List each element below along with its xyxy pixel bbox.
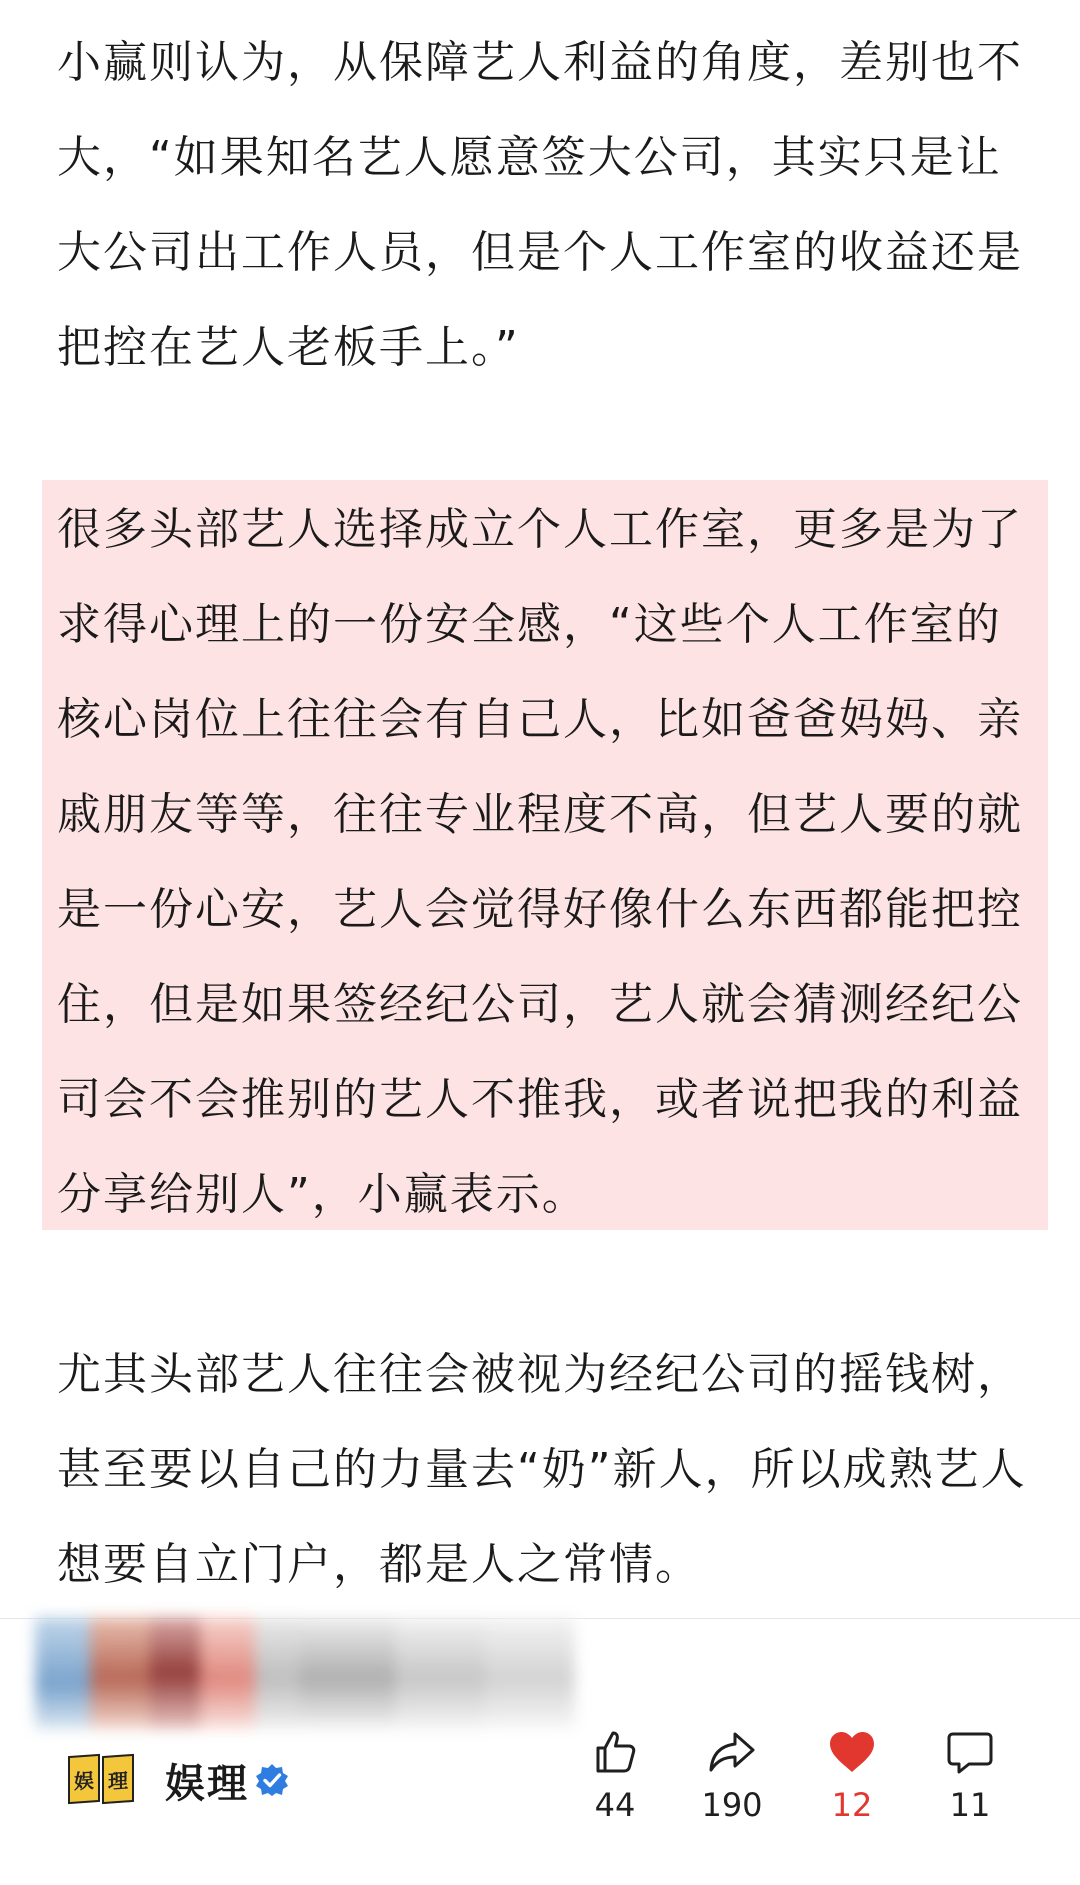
heart-icon — [826, 1728, 878, 1776]
text-line: 分享给别人”，小赢表示。 — [57, 1169, 588, 1220]
text-line: 很多头部艺人选择成立个人工作室，更多是为了 — [57, 504, 1023, 555]
text-line: 甚至要以自己的力量去“奶”新人，所以成熟艺人 — [57, 1444, 1027, 1495]
share-arrow-icon — [707, 1728, 757, 1776]
text-line: 想要自立门户，都是人之常情。 — [57, 1539, 701, 1590]
text-line: 是一份心安，艺人会觉得好像什么东西都能把控 — [57, 884, 1023, 935]
text-line: 求得心理上的一份安全感，“这些个人工作室的 — [57, 599, 1002, 650]
text-line: 大公司出工作人员，但是个人工作室的收益还是 — [57, 227, 1023, 278]
share-count: 190 — [701, 1786, 763, 1824]
thumbs-up-icon — [591, 1728, 639, 1776]
text-line: 小赢则认为，从保障艺人利益的角度，差别也不 — [57, 37, 1023, 88]
share-button[interactable] — [677, 1728, 787, 1824]
paragraph-2-highlighted — [57, 482, 1023, 1242]
comment-count: 11 — [949, 1786, 991, 1824]
like-button[interactable] — [560, 1728, 670, 1824]
comment-button[interactable] — [915, 1728, 1025, 1824]
comment-bubble-icon — [945, 1728, 995, 1776]
text-line: 大，“如果知名艺人愿意签大公司，其实只是让 — [57, 132, 1002, 183]
verified-badge-icon — [255, 1763, 289, 1797]
text-line: 司会不会推别的艺人不推我，或者说把我的利益 — [57, 1074, 1023, 1125]
logo-tile: 理 — [102, 1754, 134, 1804]
text-line: 核心岗位上往往会有自己人，比如爸爸妈妈、亲 — [57, 694, 1023, 745]
account-logo[interactable] — [68, 1755, 134, 1807]
text-line: 住，但是如果签经纪公司，艺人就会猜测经纪公 — [57, 979, 1023, 1030]
text-line: 把控在艺人老板手上。” — [57, 322, 520, 373]
logo-tile: 娱 — [68, 1754, 100, 1804]
account-name[interactable]: 娱理 — [165, 1761, 249, 1807]
paragraph-1 — [57, 15, 1023, 395]
heart-button[interactable] — [797, 1728, 907, 1824]
like-count: 44 — [594, 1786, 636, 1824]
blurred-image-strip — [35, 1617, 575, 1729]
text-line: 尤其头部艺人往往会被视为经纪公司的摇钱树， — [57, 1349, 1023, 1400]
paragraph-3 — [57, 1327, 1027, 1612]
heart-count: 12 — [831, 1786, 873, 1824]
text-line: 戚朋友等等，往往专业程度不高，但艺人要的就 — [57, 789, 1023, 840]
